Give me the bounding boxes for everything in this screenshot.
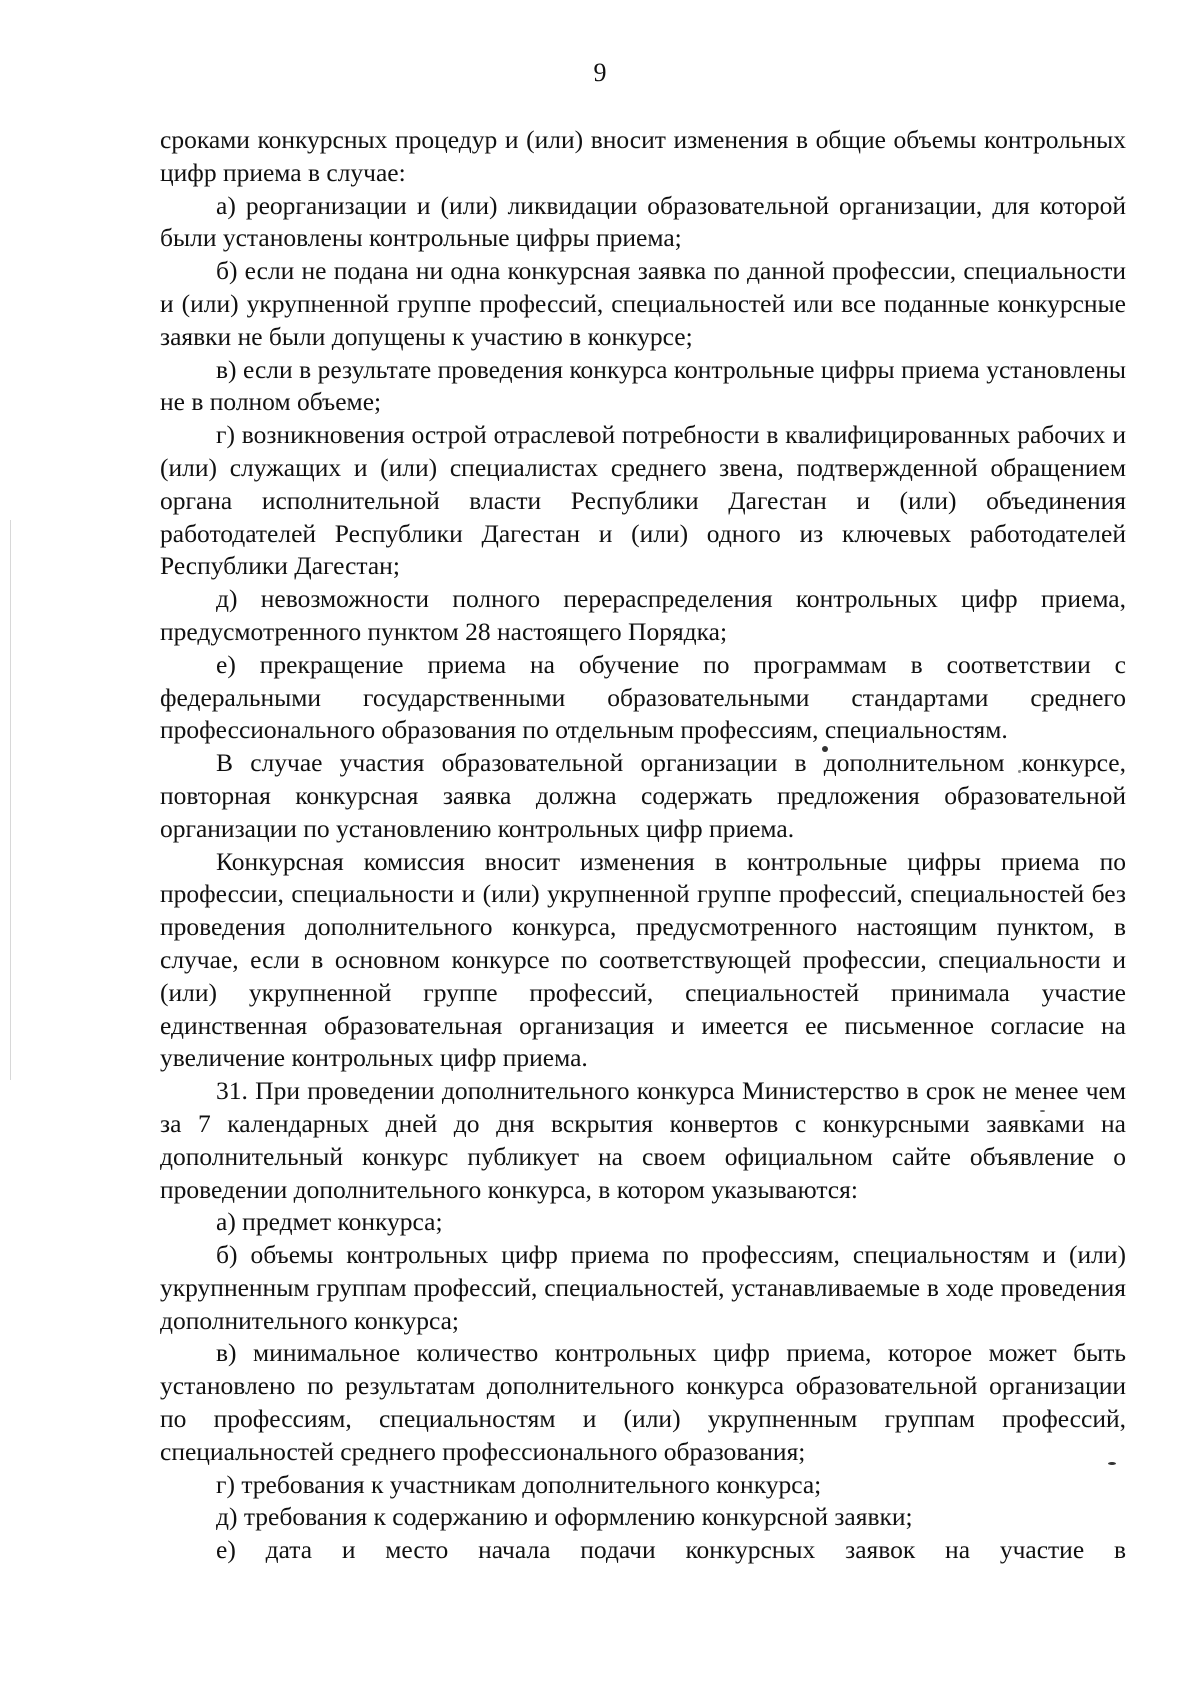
document-paragraph: Конкурсная комиссия вносит изменения в контрольные цифры приема по профессии, специальности и (или) укрупненной группе профессий, специальностей без проведения дополнительного конкурса, предусмотренного настоящим пунктом, в случае, если в основном конкурсе по соответствующей профессии, специальности и (или) укрупненной группе профессий, специальностей принимала участие единственная образовательная организация и имеется ее письменное согласие на увеличение контрольных цифр приема. <box>160 846 1126 1073</box>
document-paragraph: 31. При проведении дополнительного конкурса Министерство в срок не менее чем за 7 календарных дней до дня вскрытия конвертов с конкурсными заявками на дополнительный конкурс публикует на своем официальном сайте объявление о проведении дополнительного конкурса, в котором указываются: <box>160 1076 1126 1204</box>
document-paragraph: в) если в результате проведения конкурса контрольные цифры приема установлены не в полном объеме; <box>160 354 1126 417</box>
document-paragraph: г) требования к участникам дополнительного конкурса; <box>216 1469 822 1499</box>
document-paragraph: а) предмет конкурса; <box>216 1207 443 1237</box>
document-paragraph: в) минимальное количество контрольных цифр приема, которое может быть установлено по результатам дополнительного конкурса образовательной организации по профессиям, специальностям и (или) укрупненным группам профессий, специальностей среднего профессионального образования; <box>160 1338 1126 1466</box>
document-body <box>160 124 1126 1567</box>
document-paragraph: сроками конкурсных процедур и (или) вносит изменения в общие объемы контрольных цифр приема в случае: <box>160 125 1126 187</box>
document-paragraph: е) прекращение приема на обучение по программам в соответствии с федеральными государственными образовательными стандартами среднего профессионального образования по отдельным профессиям, специальностям. <box>160 649 1126 745</box>
document-paragraph: б) если не подана ни одна конкурсная заявка по данной профессии, специальности и (или) укрупненной группе профессий, специальностей или все поданные конкурсные заявки не были допущены к участию в конкурсе; <box>160 256 1126 351</box>
document-paragraph: а) реорганизации и (или) ликвидации образовательной организации, для которой были установлены контрольные цифры приема; <box>160 190 1126 253</box>
document-paragraph: д) невозможности полного перераспределения контрольных цифр приема, предусмотренного пунктом 28 настоящего Порядка; <box>160 584 1126 646</box>
document-paragraph: г) возникновения острой отраслевой потребности в квалифицированных рабочих и (или) служащих и (или) специалистах среднего звена, подтвержденной обращением органа исполнительной власти Республики Дагестан и (или) объединения работодателей Республики Дагестан и (или) одного из ключевых работодателей Республики Дагестан; <box>160 420 1126 581</box>
page-number: 9 <box>593 58 607 87</box>
document-paragraph: д) требования к содержанию и оформлению конкурсной заявки; <box>216 1502 913 1532</box>
document-paragraph: В случае участия образовательной организации в дополнительном конкурсе, повторная конкурсная заявка должна содержать предложения образовательной организации по установлению контрольных цифр приема. <box>160 748 1126 843</box>
document-paragraph: е) дата и место начала подачи конкурсных заявок на участие в <box>216 1535 1126 1565</box>
document-paragraph: б) объемы контрольных цифр приема по профессиям, специальностям и (или) укрупненным группам профессий, специальностей, устанавливаемые в ходе проведения дополнительного конкурса; <box>160 1240 1126 1335</box>
scan-margin-line <box>10 520 11 1080</box>
